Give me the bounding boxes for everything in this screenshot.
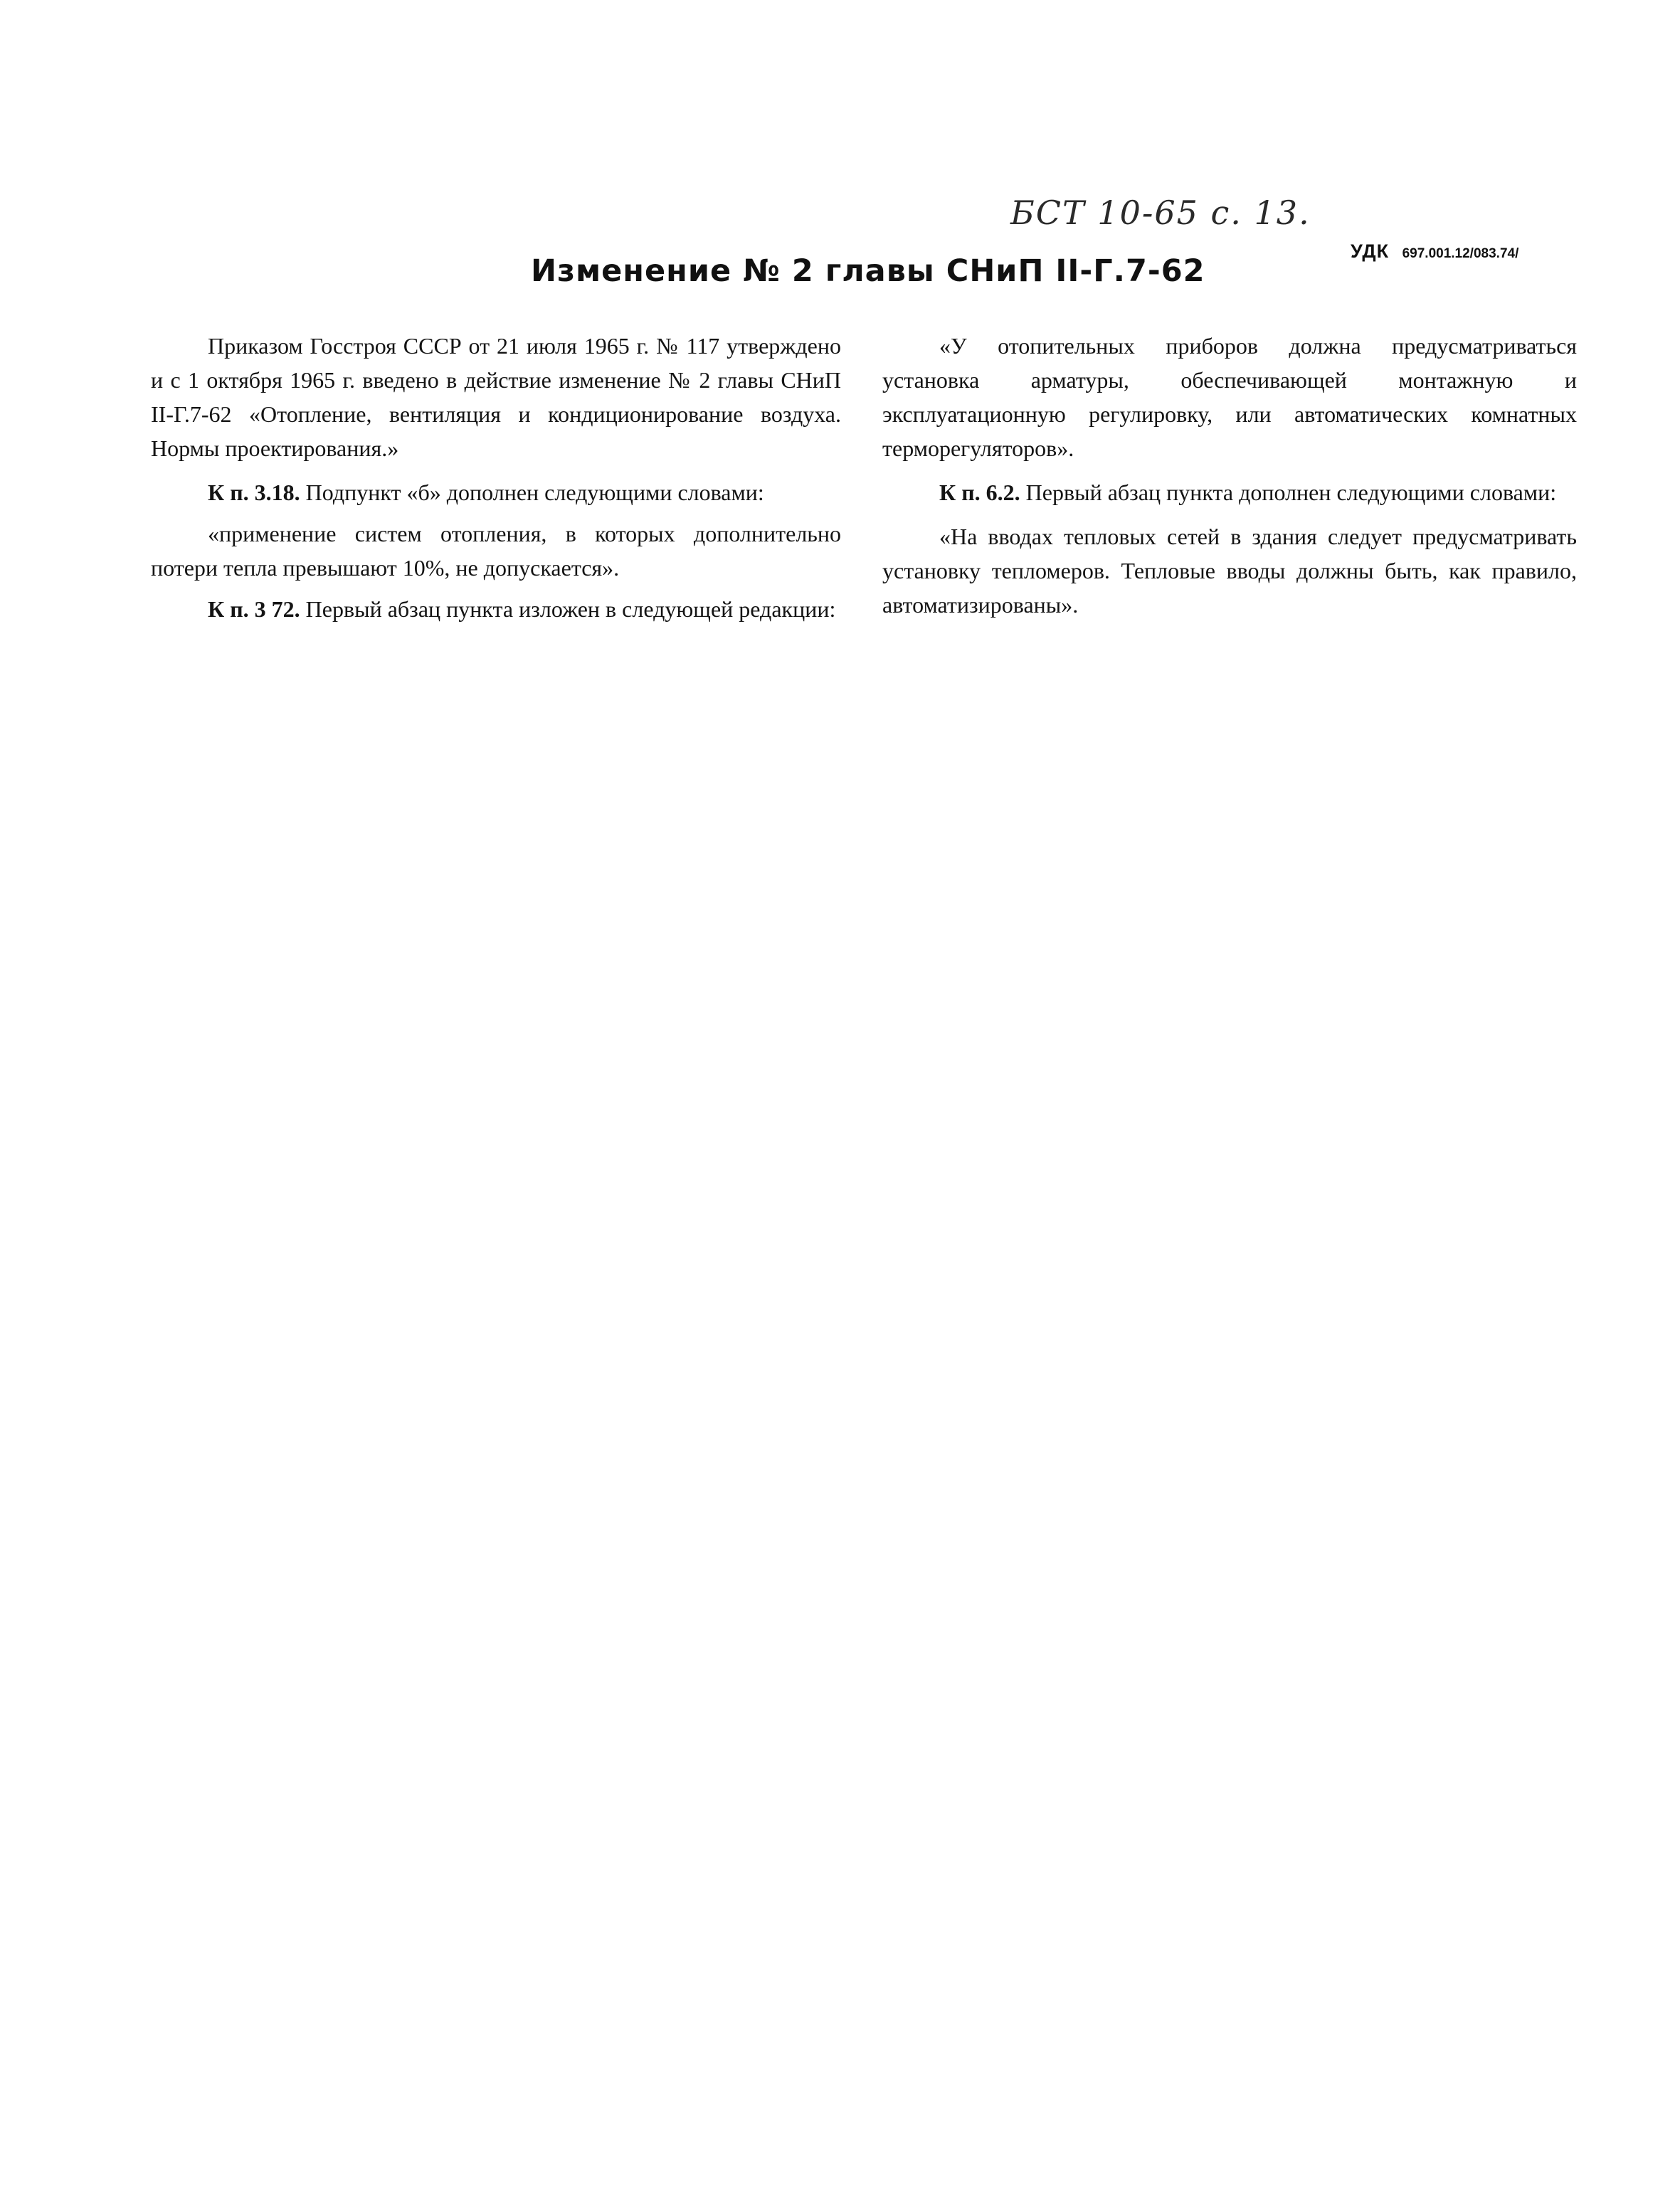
- paragraph-text: «На вводах тепловых сетей в здания следует предусматривать установку тепломеров. Тепловые вводы должны быть, как правило, автоматизированы».: [882, 524, 1577, 618]
- order-paragraph: [151, 329, 841, 465]
- paragraph-text: Первый абзац пункта изложен в следующей редакции:: [300, 596, 836, 622]
- paragraph-text: «применение систем отопления, в которых дополнительно потери тепла превышают 10%, не допускается».: [151, 521, 841, 581]
- document-title: Изменение № 2 главы СНиП II-Г.7-62: [531, 253, 1205, 289]
- paragraph-text: Первый абзац пункта дополнен следующими словами:: [1020, 480, 1557, 505]
- udk-code: 697.001.12/083.74/: [1402, 246, 1519, 261]
- clause-3-18-paragraph: [151, 475, 841, 509]
- right-column: [882, 329, 1577, 632]
- paragraph-lead: К п. 3 72.: [208, 596, 300, 622]
- paragraph-text: «У отопительных приборов должна предусматриваться установка арматуры, обеспечивающей монтажную и эксплуатационную регулировку, или автоматических комнатных терморегуляторов».: [882, 333, 1577, 461]
- udk-label: УДК: [1351, 240, 1390, 262]
- clause-3-72-paragraph: [151, 592, 841, 626]
- paragraph-text: Приказом Госстроя СССР от 21 июля 1965 г. № 117 утверждено и с 1 октября 1965 г. введено в действие изменение № 2 главы СНиП II-Г.7-62 «Отопление, вентиляция и кондиционирование воздуха. Нормы проектирования.»: [151, 333, 841, 461]
- left-column: [151, 329, 841, 636]
- paragraph-lead: К п. 6.2.: [939, 480, 1020, 505]
- clause-3-72-quote: [882, 329, 1577, 465]
- handwritten-reference-note: БСТ 10-65 с. 13.: [1010, 194, 1311, 232]
- udk-classification: [1351, 240, 1518, 263]
- clause-6-2-paragraph: [882, 475, 1577, 509]
- clause-3-18-quote: [151, 517, 841, 585]
- clause-6-2-quote: [882, 519, 1577, 622]
- paragraph-lead: К п. 3.18.: [208, 480, 300, 505]
- paragraph-text: Подпункт «б» дополнен следующими словами:: [300, 480, 764, 505]
